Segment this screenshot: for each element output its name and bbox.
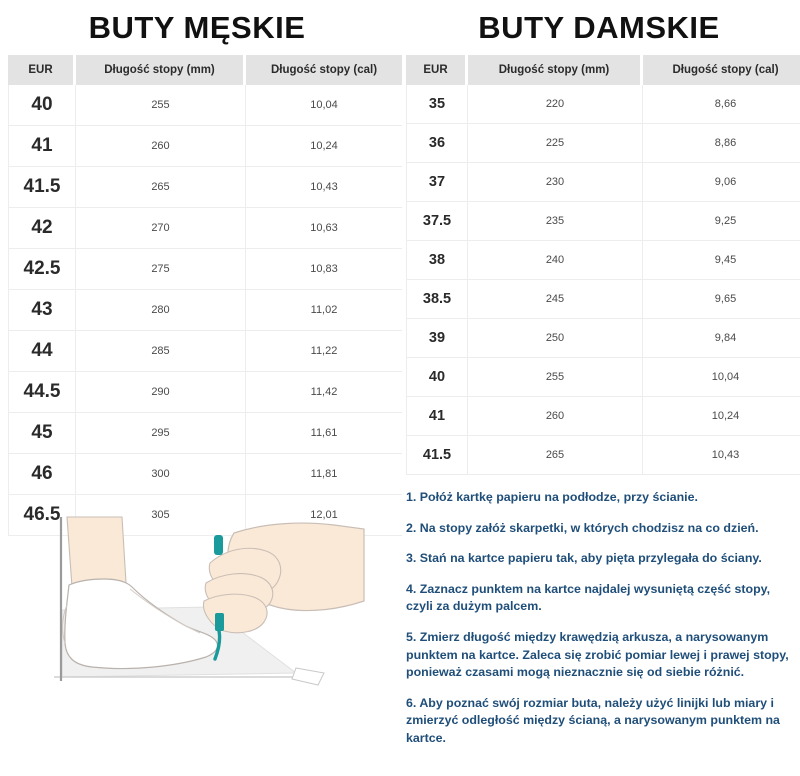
cell-mm: 250 <box>468 319 643 358</box>
table-row <box>8 372 402 413</box>
cell-eur: 38.5 <box>406 280 468 319</box>
instruction-step-2: 2. Na stopy załóż skarpetki, w których chodzisz na co dzień. <box>406 520 759 535</box>
cell-cal: 8,66 <box>643 85 800 124</box>
cell-eur: 44 <box>8 331 76 372</box>
cell-eur: 37.5 <box>406 202 468 241</box>
cell-cal: 9,45 <box>643 241 800 280</box>
cell-cal: 10,83 <box>246 249 402 290</box>
table-row <box>406 202 800 241</box>
column-header-cal: Długość stopy (cal) <box>643 55 800 85</box>
cell-eur: 41 <box>8 126 76 167</box>
cell-eur: 44.5 <box>8 372 76 413</box>
measuring-instructions-list <box>398 475 800 748</box>
cell-eur: 41.5 <box>8 167 76 208</box>
table-row <box>406 124 800 163</box>
cell-eur: 42 <box>8 208 76 249</box>
cell-cal: 11,42 <box>246 372 402 413</box>
table-row <box>406 319 800 358</box>
cell-cal: 10,63 <box>246 208 402 249</box>
womens-size-table <box>406 55 800 475</box>
column-header-mm: Długość stopy (mm) <box>468 55 643 85</box>
table-row <box>8 413 402 454</box>
instruction-step-4: 4. Zaznacz punktem na kartce najdalej wysuniętą część stopy, czyli za dużym palcem. <box>406 581 771 614</box>
cell-mm: 265 <box>76 167 246 208</box>
cell-cal: 10,24 <box>246 126 402 167</box>
column-header-eur: EUR <box>406 55 468 85</box>
instruction-step-3: 3. Stań na kartce papieru tak, aby pięta przylegała do ściany. <box>406 551 762 566</box>
cell-cal: 11,81 <box>246 454 402 495</box>
cell-mm: 255 <box>468 358 643 397</box>
table-row <box>8 126 402 167</box>
cell-mm: 230 <box>468 163 643 202</box>
column-header-eur: EUR <box>8 55 76 85</box>
instruction-step-6: 6. Aby poznać swój rozmiar buta, należy użyć linijki lub miary i zmierzyć odległość między ścianą, a narysowanym punktem na kartce. <box>406 695 780 746</box>
cell-eur: 41 <box>406 397 468 436</box>
cell-mm: 225 <box>468 124 643 163</box>
foot-measuring-illustration <box>34 505 374 705</box>
cell-eur: 36 <box>406 124 468 163</box>
pen-top-shape <box>214 535 223 555</box>
cell-mm: 260 <box>468 397 643 436</box>
mens-size-table <box>8 55 402 536</box>
cell-eur: 42.5 <box>8 249 76 290</box>
cell-eur: 40 <box>406 358 468 397</box>
cell-mm: 270 <box>76 208 246 249</box>
table-row <box>406 358 800 397</box>
cell-mm: 220 <box>468 85 643 124</box>
table-row <box>406 163 800 202</box>
cell-mm: 285 <box>76 331 246 372</box>
cell-cal: 10,04 <box>643 358 800 397</box>
cell-mm: 260 <box>76 126 246 167</box>
cell-mm: 235 <box>468 202 643 241</box>
mens-table-wrapper <box>0 55 394 536</box>
cell-mm: 275 <box>76 249 246 290</box>
cell-eur: 43 <box>8 290 76 331</box>
cell-cal: 9,06 <box>643 163 800 202</box>
table-row <box>8 208 402 249</box>
cell-eur: 46.5 <box>8 495 76 536</box>
table-row <box>406 397 800 436</box>
paper-corner-tab <box>292 668 324 685</box>
table-row <box>406 85 800 124</box>
cell-eur: 41.5 <box>406 436 468 475</box>
cell-eur: 46 <box>8 454 76 495</box>
cell-cal: 9,25 <box>643 202 800 241</box>
instruction-step-1: 1. Połóż kartkę papieru na podłodze, przy ścianie. <box>406 490 698 504</box>
womens-table-wrapper <box>398 55 800 475</box>
cell-eur: 39 <box>406 319 468 358</box>
table-row <box>8 167 402 208</box>
foot-measuring-diagram-svg <box>34 505 374 705</box>
column-header-cal: Długość stopy (cal) <box>246 55 402 85</box>
table-row <box>8 290 402 331</box>
leg-shape <box>67 517 126 587</box>
table-row <box>406 241 800 280</box>
table-row <box>406 436 800 475</box>
cell-cal: 9,84 <box>643 319 800 358</box>
cell-cal: 10,43 <box>643 436 800 475</box>
cell-eur: 40 <box>8 85 76 126</box>
table-row <box>8 249 402 290</box>
mens-table-title: BUTY MĘSKIE <box>88 10 306 45</box>
table-row <box>8 454 402 495</box>
cell-mm: 295 <box>76 413 246 454</box>
cell-cal: 11,22 <box>246 331 402 372</box>
womens-table-title: BUTY DAMSKIE <box>478 10 720 45</box>
cell-cal: 11,02 <box>246 290 402 331</box>
cell-mm: 305 <box>76 495 246 536</box>
table-row <box>8 331 402 372</box>
cell-cal: 12,01 <box>246 495 402 536</box>
cell-mm: 245 <box>468 280 643 319</box>
cell-cal: 10,43 <box>246 167 402 208</box>
womens-table-body <box>406 85 800 475</box>
cell-mm: 290 <box>76 372 246 413</box>
table-header-row <box>8 55 402 85</box>
cell-eur: 35 <box>406 85 468 124</box>
cell-mm: 240 <box>468 241 643 280</box>
cell-mm: 300 <box>76 454 246 495</box>
womens-section <box>398 0 800 776</box>
cell-mm: 255 <box>76 85 246 126</box>
cell-eur: 45 <box>8 413 76 454</box>
cell-mm: 265 <box>468 436 643 475</box>
pen-tip-shape <box>215 613 224 631</box>
table-row <box>406 280 800 319</box>
table-header-row <box>406 55 800 85</box>
table-row <box>8 85 402 126</box>
cell-cal: 10,04 <box>246 85 402 126</box>
cell-cal: 11,61 <box>246 413 402 454</box>
cell-cal: 10,24 <box>643 397 800 436</box>
cell-eur: 37 <box>406 163 468 202</box>
cell-eur: 38 <box>406 241 468 280</box>
instruction-step-5: 5. Zmierz długość między krawędzią arkusza, a narysowanym punktem na kartce. Zaleca się zrobić pomiar lewej i prawej stopy, ponieważ czasami mogą nieznacznie się od siebie różnić. <box>406 630 789 680</box>
cell-cal: 8,86 <box>643 124 800 163</box>
column-header-mm: Długość stopy (mm) <box>76 55 246 85</box>
cell-cal: 9,65 <box>643 280 800 319</box>
cell-mm: 280 <box>76 290 246 331</box>
mens-table-body <box>8 85 402 536</box>
